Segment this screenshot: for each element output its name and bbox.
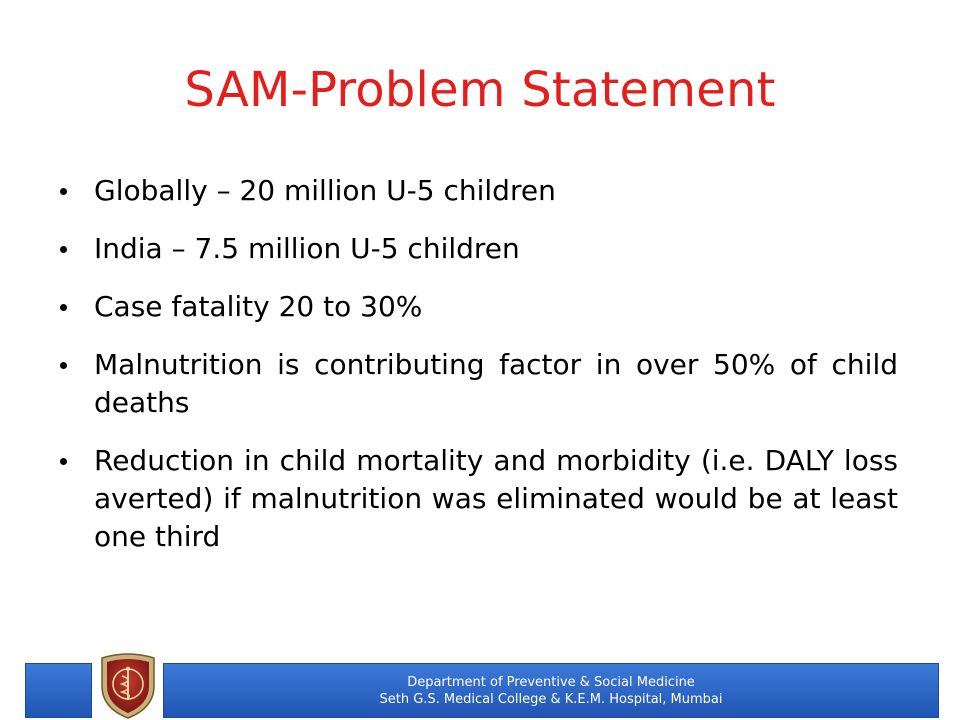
bullet-list	[58, 172, 898, 556]
bullet-dot-icon	[60, 458, 67, 465]
bullet-dot-icon	[60, 246, 67, 253]
bullet-text: India – 7.5 million U-5 children	[94, 232, 520, 265]
bullet-text: Malnutrition is contributing factor in over 50% of child deaths	[94, 348, 898, 419]
college-crest-icon	[96, 652, 160, 720]
bullet-text: Case fatality 20 to 30%	[94, 290, 423, 323]
footer-department: Department of Preventive & Social Medicine	[407, 674, 695, 690]
footer-bar	[163, 663, 939, 718]
bullet-item	[58, 230, 898, 268]
bullet-dot-icon	[60, 362, 67, 369]
bullet-dot-icon	[60, 304, 67, 311]
bullet-item	[58, 346, 898, 422]
bullet-item	[58, 172, 898, 210]
bullet-text: Reduction in child mortality and morbidity (i.e. DALY loss averted) if malnutrition was eliminated would be at least one third	[94, 444, 898, 553]
bullet-text: Globally – 20 million U-5 children	[94, 174, 556, 207]
bullet-item	[58, 288, 898, 326]
footer-bar-left	[25, 663, 92, 718]
footer-college: Seth G.S. Medical College & K.E.M. Hospital, Mumbai	[379, 691, 723, 707]
slide-title: SAM-Problem Statement	[184, 62, 776, 118]
bullet-item	[58, 442, 898, 556]
bullet-dot-icon	[60, 188, 67, 195]
